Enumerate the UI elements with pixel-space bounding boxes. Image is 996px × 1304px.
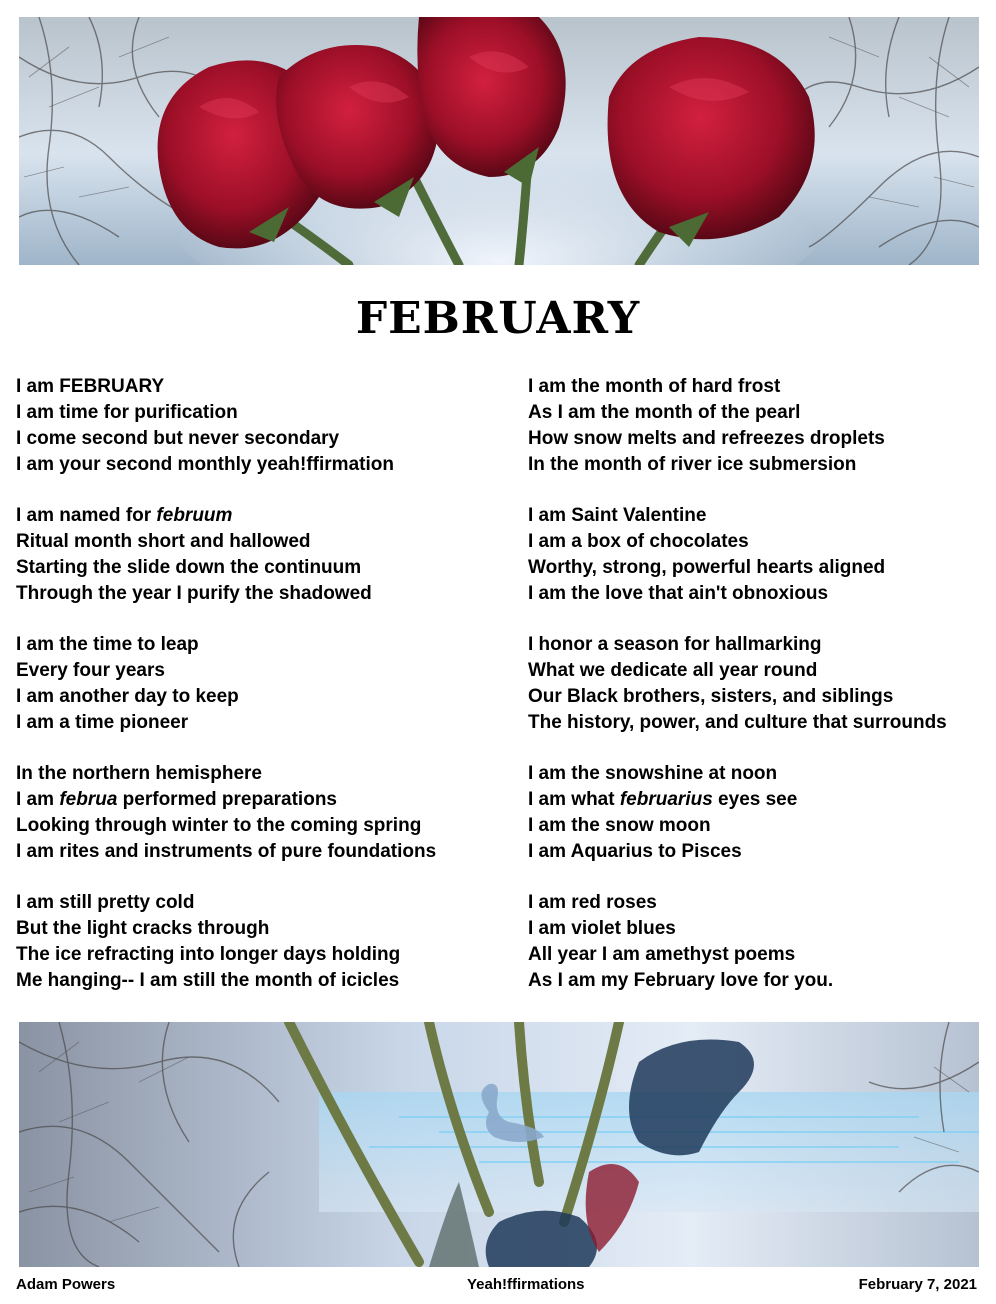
line-text-continued: eyes see bbox=[712, 789, 798, 810]
line-text: I am the love that ain't obnoxious bbox=[528, 583, 829, 604]
line-text: What we dedicate all year round bbox=[528, 660, 818, 681]
poem-line bbox=[528, 710, 996, 736]
line-text: The history, power, and culture that surrounds bbox=[528, 712, 947, 733]
line-text: I come second but never secondary bbox=[16, 428, 340, 449]
line-text: Through the year I purify the shadowed bbox=[16, 583, 372, 604]
line-text: I am bbox=[16, 789, 60, 810]
poem-line bbox=[528, 555, 996, 581]
line-text: I am rites and instruments of pure foundations bbox=[16, 841, 437, 862]
roses-illustration bbox=[19, 17, 979, 265]
poem-line bbox=[16, 400, 486, 426]
line-text: I am a box of chocolates bbox=[528, 531, 749, 552]
line-text: All year I am amethyst poems bbox=[528, 944, 796, 965]
line-text-continued: performed preparations bbox=[117, 789, 337, 810]
poem-line bbox=[528, 813, 996, 839]
poem-line bbox=[16, 787, 486, 813]
line-text: Starting the slide down the continuum bbox=[16, 557, 362, 578]
poem-line bbox=[16, 813, 486, 839]
poem-line bbox=[528, 400, 996, 426]
line-text: I am the month of hard frost bbox=[528, 376, 781, 397]
line-text: I am Saint Valentine bbox=[528, 505, 707, 526]
footer-author: Adam Powers bbox=[16, 1276, 116, 1293]
stanza bbox=[528, 632, 996, 736]
stanza bbox=[16, 632, 486, 736]
top-banner-image bbox=[19, 17, 979, 265]
poem-line bbox=[528, 942, 996, 968]
poem-line bbox=[528, 503, 996, 529]
line-text: I am named for bbox=[16, 505, 157, 526]
footer-date: February 7, 2021 bbox=[858, 1276, 977, 1293]
footer-series: Yeah!ffirmations bbox=[467, 1276, 585, 1293]
poem-line bbox=[528, 890, 996, 916]
line-text: I am another day to keep bbox=[16, 686, 239, 707]
poem-line bbox=[528, 658, 996, 684]
line-text: As I am my February love for you. bbox=[528, 970, 834, 991]
lake-illustration bbox=[19, 1022, 979, 1267]
line-text: I am the time to leap bbox=[16, 634, 199, 655]
line-text: How snow melts and refreezes droplets bbox=[528, 428, 885, 449]
poem-column-right bbox=[528, 374, 996, 1019]
poem-line bbox=[16, 555, 486, 581]
line-text: In the month of river ice submersion bbox=[528, 454, 857, 475]
poem-line bbox=[16, 503, 486, 529]
poem-line bbox=[16, 916, 486, 942]
stanza bbox=[528, 890, 996, 994]
poem-line bbox=[528, 374, 996, 400]
line-text: I am Aquarius to Pisces bbox=[528, 841, 742, 862]
line-text: I am what bbox=[528, 789, 620, 810]
poem-line bbox=[16, 658, 486, 684]
line-text: Me hanging-- I am still the month of icicles bbox=[16, 970, 400, 991]
line-text: I am the snow moon bbox=[528, 815, 711, 836]
stanza bbox=[528, 374, 996, 478]
poem-line bbox=[528, 916, 996, 942]
poem-line bbox=[528, 529, 996, 555]
line-text: I am your second monthly yeah!ffirmation bbox=[16, 454, 394, 475]
poem-line bbox=[528, 787, 996, 813]
line-text: I am the snowshine at noon bbox=[528, 763, 778, 784]
stanza bbox=[16, 374, 486, 478]
line-text: Looking through winter to the coming spring bbox=[16, 815, 422, 836]
poem-line bbox=[16, 942, 486, 968]
line-text: I am FEBRUARY bbox=[16, 376, 165, 397]
poem-line bbox=[528, 761, 996, 787]
poem-line bbox=[16, 632, 486, 658]
line-text: In the northern hemisphere bbox=[16, 763, 262, 784]
poem-line bbox=[528, 452, 996, 478]
stanza bbox=[528, 503, 996, 607]
poem-line bbox=[528, 632, 996, 658]
poem-line bbox=[528, 968, 996, 994]
poem-line bbox=[528, 581, 996, 607]
poem-line bbox=[16, 710, 486, 736]
line-text: I honor a season for hallmarking bbox=[528, 634, 822, 655]
poem-line bbox=[16, 890, 486, 916]
poem-line bbox=[16, 761, 486, 787]
line-text: I am still pretty cold bbox=[16, 892, 195, 913]
line-text: As I am the month of the pearl bbox=[528, 402, 801, 423]
poem-line bbox=[16, 684, 486, 710]
poem-line bbox=[16, 839, 486, 865]
poem-line bbox=[528, 426, 996, 452]
line-text: Worthy, strong, powerful hearts aligned bbox=[528, 557, 886, 578]
line-text: I am red roses bbox=[528, 892, 657, 913]
line-text: Every four years bbox=[16, 660, 165, 681]
poem-line bbox=[16, 374, 486, 400]
poem-title: FEBRUARY bbox=[355, 293, 641, 344]
line-text: I am time for purification bbox=[16, 402, 238, 423]
bottom-banner-image bbox=[19, 1022, 979, 1267]
stanza bbox=[16, 890, 486, 994]
line-text: Our Black brothers, sisters, and siblings bbox=[528, 686, 894, 707]
line-text: But the light cracks through bbox=[16, 918, 270, 939]
page-footer bbox=[16, 1275, 977, 1295]
italic-word: februarius bbox=[619, 789, 713, 810]
poem-column-left bbox=[16, 374, 486, 1019]
poem-line bbox=[16, 529, 486, 555]
poem-line bbox=[16, 426, 486, 452]
line-text: Ritual month short and hallowed bbox=[16, 531, 311, 552]
stanza bbox=[528, 761, 996, 865]
poem-line bbox=[16, 968, 486, 994]
line-text: I am a time pioneer bbox=[16, 712, 189, 733]
poem-line bbox=[16, 581, 486, 607]
poem-line bbox=[16, 452, 486, 478]
italic-word: februum bbox=[156, 505, 233, 526]
italic-word: februa bbox=[59, 789, 118, 810]
poem-line bbox=[528, 684, 996, 710]
line-text: The ice refracting into longer days holding bbox=[16, 944, 401, 965]
poem-line bbox=[528, 839, 996, 865]
line-text: I am violet blues bbox=[528, 918, 676, 939]
stanza bbox=[16, 761, 486, 865]
stanza bbox=[16, 503, 486, 607]
